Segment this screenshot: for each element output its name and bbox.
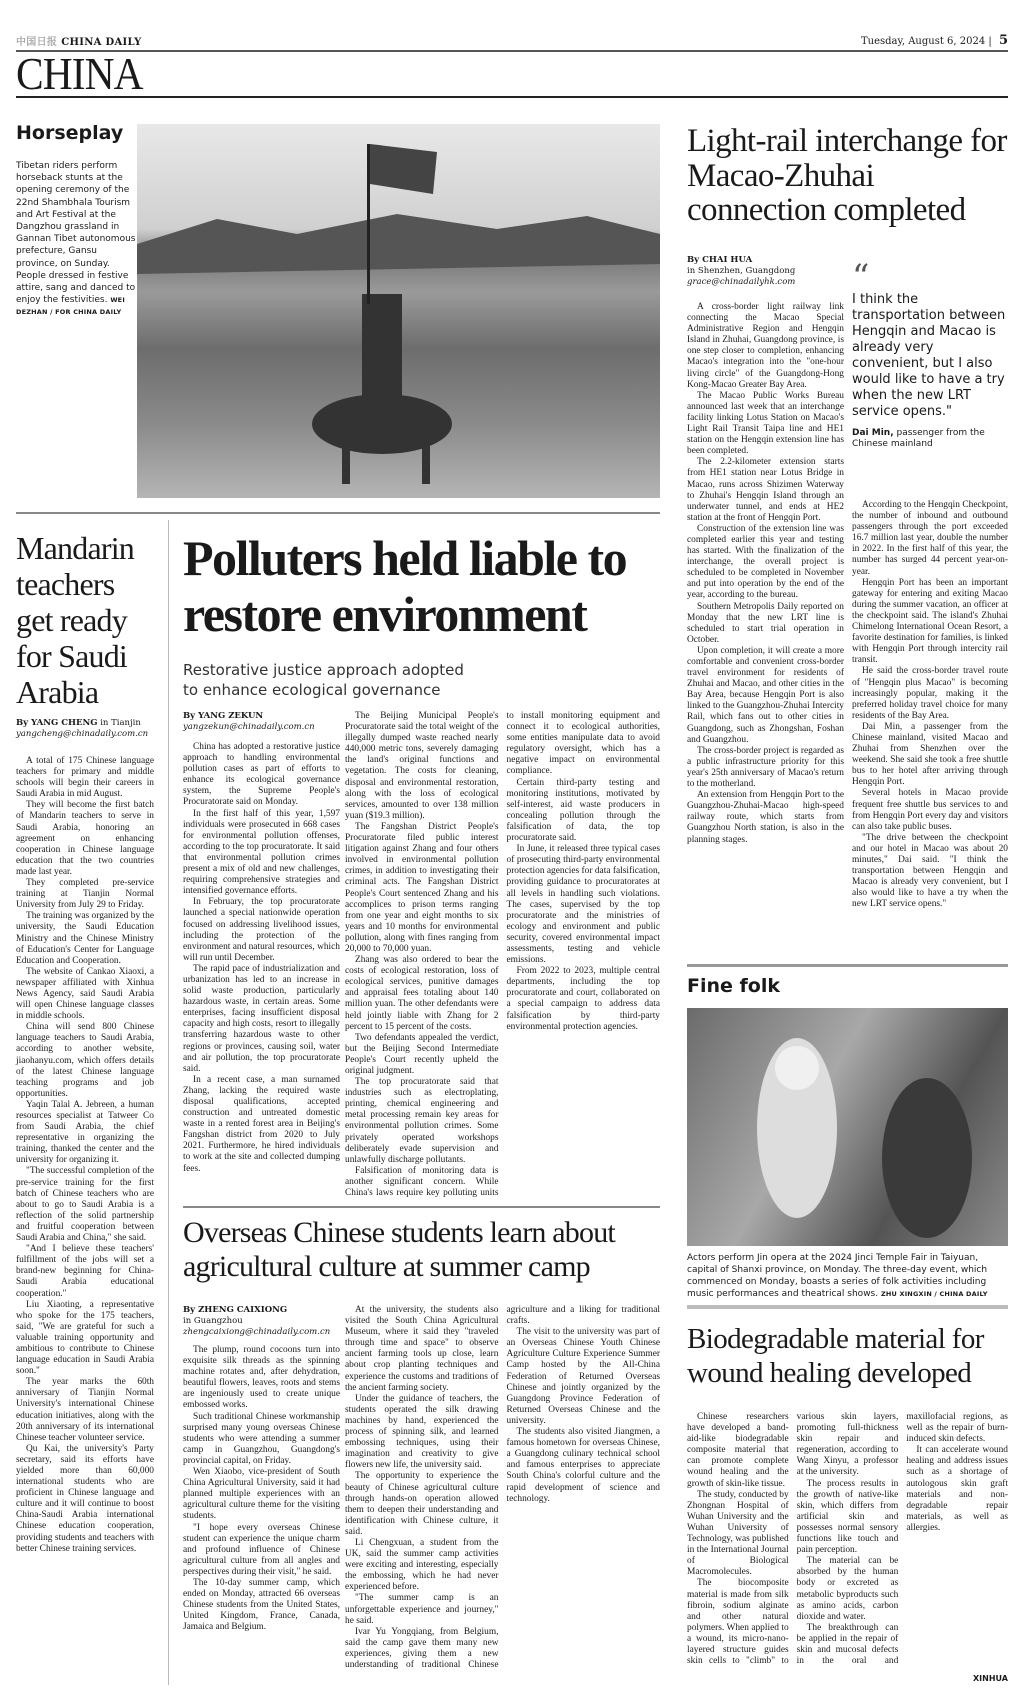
paragraph: They completed pre-service training at Tianjin Normal University from July 29 to Friday.: [16, 878, 154, 911]
paragraph: Falsification of monitoring data is another significant concern. While China's laws require key polluting units to install monitoring equipment and connect it to ecological authorities, some entities manipulate data to avoid regulatory oversight, which has a negative impact on environmental compliance.: [345, 711, 660, 1199]
overseas-body-col1: [183, 1345, 340, 1685]
paragraph: In June, it released three typical cases of prosecuting third-party environmental protection agencies for data falsification, providing guidance to procuratorates at all levels in handling such violations. The cases, supervised by the top procuratorate and the ministries of ecology and environment and public security, covered environmental impact assessments, testing and vehicle emissions.: [506, 844, 660, 966]
polluters-subhead: Restorative justice approach adopted to enhance ecological governance: [183, 661, 464, 699]
paragraph: The biocomposite material is made from silk fibroin, sodium alginate and other natural polymers. When applied to a wound, its micro-nano-layered structure guides skin cells to "climb" to various skin layers, promoting full-thickness skin repair and regeneration, according to Wang Xinyu, a professor at the university.: [687, 1412, 899, 1667]
paragraph: Upon completion, it will create a more comfortable and convenient cross-border travel environment for residents of Zhuhai and Macao, and other cities in the Bay Area, because Hengqin Port is also linked to the Guangzhou-Zhuhai Intercity Rail, which fans out to other cities in Guangdong, such as Zhongshan, Foshan and Guangzhou.: [687, 645, 844, 745]
paragraph: The plump, round cocoons turn into exquisite silk threads as the spinning machine rotates and, after dehydration, beautiful flowers, leaves, roots and stems are ingeniously used to create unique embossed works.: [183, 1345, 340, 1411]
paragraph: The Fangshan District People's Procuratorate filed public interest litigation against Zhang and four others involved in environmental pollution crimes, in addition to investigating their criminal acts. The Fangshan District People's Court sentenced Zhang and his accomplices to prison terms ranging from one year and eight months to six years and 10 months for environmental pollution, along with fines ranging from 20,000 to 70,000 yuan.: [345, 821, 499, 954]
overseas-byline: By ZHENG CAIXIONG in Guangzhou zhengcaixiong@chinadaily.com.cn: [183, 1305, 331, 1337]
paragraph: In a recent case, a man surnamed Zhang, lacking the required waste disposal qualifications, accepted construction and untreated domestic waste in a rented forest area in Beijing's Fangshan district from 2020 to July 2021. Furthermore, he hired individuals to work at the site and collected dumping fees.: [183, 1074, 340, 1174]
polluters-byline: By YANG ZEKUN yangzekun@chinadaily.com.cn: [183, 711, 315, 732]
divider: [687, 964, 1008, 967]
column-divider: [168, 520, 169, 1685]
paragraph: The Beijing Municipal People's Procuratorate said the total weight of the illegally dumped waste reached nearly 440,000 metric tons, severely damaging the land's original functions and vegetation. The costs for cleaning, disposal and environmental restoration, along with the loss of ecological services, amounted to over 138 million yuan ($19.3 million).: [345, 711, 499, 821]
paragraph: The process results in the growth of native-like skin, which differs from artificial skin and possesses normal sensory functions like touch and pain perception.: [796, 1478, 899, 1556]
paragraph: "And I believe these teachers' fulfillment of the jobs will set a brand-new beginning for China-Saudi Arabia educational cooperation.": [16, 1244, 154, 1299]
polluters-body-col1: [183, 742, 340, 1200]
quote-mark-icon: “: [852, 257, 870, 297]
paragraph: Ivar Yu Yongqiang, from Belgium, said the camp gave them many new experiences, giving them a new understanding of traditional Chinese agriculture and a liking for traditional crafts.: [345, 1305, 660, 1670]
paragraph: Li Chengxuan, a student from the UK, said the summer camp activities were exciting and interesting, especially the embossing, which he had never experienced before.: [345, 1537, 499, 1593]
horseplay-caption: Tibetan riders perform horseback stunts at the opening ceremony of the 22nd Shambhala Tourism and Art Festival at the Dangzhou grassland in Gannan Tibet autonomous prefecture, Gansu province, on Sunday. People dressed in festive attire, sang and danced to enjoy the festivities. WEI DEZHAN / FOR CHINA DAILY: [16, 161, 136, 317]
horseback-stunt-photo: [137, 124, 660, 498]
polluters-headline: Polluters held liable to restore environment: [183, 530, 627, 642]
paragraph: Southern Metropolis Daily reported on Monday that the new LRT line is scheduled to start trial operation in October.: [687, 601, 844, 645]
jin-opera-photo: [687, 1008, 1008, 1246]
finefolk-caption: Actors perform Jin opera at the 2024 Jinci Temple Fair in Taiyuan, capital of Shanxi province, on Monday. The three-day event, which commenced on Monday, boasts a series of folk activities including music performances and theatrical shows. ZHU XINGXIN / CHINA DAILY: [687, 1253, 988, 1299]
paragraph: The training was organized by the university, the Saudi Education Ministry and the Chinese Ministry of Education's Center for Language Education and Cooperation.: [16, 911, 154, 966]
author-email: yangcheng@chinadaily.com.cn: [16, 729, 149, 739]
paragraph: The Macao Public Works Bureau announced last week that an interchange facility linking Lotus Station on Macao's Light Rail Transit Taipa line and HE1 station on the Hengqin extension line has been completed.: [687, 390, 844, 457]
paragraph: Qu Kai, the university's Party secretary, said its efforts have yielded more than 60,000 international students who are proficient in Chinese language and culture and it will continue to boost China-Saudi Arabia international Chinese education cooperation, providing students and teachers with better Chinese training services.: [16, 1443, 154, 1554]
paragraph: The students also visited Jiangmen, a famous hometown for overseas Chinese, a Guangdong culinary technical school and famous enterprises to appreciate South China's colorful culture and the rapid development of science and technology.: [506, 1427, 660, 1504]
riders-illustration: [137, 124, 660, 498]
paragraph: At the university, the students also visited the South China Agricultural Museum, where it said they "traveled through time and space" to observe ancient farming tools up close, learn about crop planting techniques and experience the customs and traditions of the ancient farming society.: [345, 1305, 499, 1393]
paragraph: The study, conducted by Zhongnan Hospital of Wuhan University and the Wuhan University of Technology, was published in the International Journal of Biological Macromolecules.: [687, 1489, 789, 1578]
page-number: 5: [998, 32, 1008, 48]
divider: [16, 512, 660, 514]
paragraph: Certain third-party testing and monitoring institutions, motivated by self-interest, aid waste producers in concealing pollution through the falsification of data, the top procuratorate said.: [506, 777, 660, 844]
paragraph: Two defendants appealed the verdict, but the Beijing Second Intermediate People's Court recently upheld the original judgment.: [345, 1032, 499, 1076]
overseas-headline: Overseas Chinese students learn about agricultural culture at summer camp: [183, 1216, 615, 1283]
paragraph: Construction of the extension line was completed earlier this year and testing has started. With the finalization of the interchange, the overall project is scheduled to be completed in November and put into operation by the end of the year, according to the bureau.: [687, 523, 844, 601]
paragraph: It can accelerate wound healing and address issues such as a shortage of autologous skin graft materials and non-degradable repair materials, as well as allergies.: [906, 1445, 1008, 1533]
lightrail-body-col1: [687, 302, 844, 950]
issue-date: Tuesday, August 6, 2024: [861, 35, 986, 47]
lightrail-headline: Light-rail interchange for Macao-Zhuhai connection completed: [687, 123, 1007, 229]
paragraph: Such traditional Chinese workmanship surprised many young overseas Chinese students who were attending a summer camp in Guangzhou, Guangdong's provincial capital, on Friday.: [183, 1411, 340, 1466]
paragraph: A cross-border light railway link connecting the Macao Special Administrative Region and Hengqin Island in Zhuhai, Guangdong province, is one step closer to completion, enhancing Macao's integration into the "one-hour living circle" of the Guangdong-Hong Kong-Macao Greater Bay Area.: [687, 302, 844, 390]
overseas-body-col23: [345, 1305, 660, 1685]
paragraph: The visit to the university was part of an Overseas Chinese Youth Chinese Agriculture Culture Experience Summer Camp hosted by the All-China Federation of Returned Overseas Chinese and jointly organized by the Guangdong Province Federation of Returned Overseas Chinese and the university.: [506, 1327, 660, 1426]
biodegradable-credit: XINHUA: [973, 1674, 1008, 1683]
masthead: [16, 30, 1008, 52]
paragraph: Yaqin Talal A. Jebreen, a human resources specialist at Tatweer Co from Saudi Arabia, the chief representative in organizing the training, thanked the center and the university for organizing it.: [16, 1099, 154, 1166]
mandarin-body: [16, 756, 154, 1686]
paragraph: In February, the top procuratorate launched a special nationwide operation focused on addressing livelihood issues, including the protection of the environment and natural resources, which will run until December.: [183, 897, 340, 963]
paragraph: "The successful completion of the pre-service training for the first batch of Chinese teachers who are about to go to Saudi Arabia is a reflection of the solid partnership and fruitful cooperation between Saudi Arabia and China," she said.: [16, 1166, 154, 1244]
paragraph: In the first half of this year, 1,597 individuals were prosecuted in 668 cases for environmental pollution offenses, according to the top procuratorate. It said that environmental pollution crimes present a mix of old and new challenges, requiring comprehensive strategies and intensified governance efforts.: [183, 808, 340, 897]
paragraph: "I hope every overseas Chinese student can experience the unique charm and profound influence of Chinese agricultural culture from all angles and perspectives during their visit," he said.: [183, 1522, 340, 1577]
divider: [183, 1206, 660, 1208]
paragraph: China has adopted a restorative justice approach to handling environmental pollution cases as part of efforts to enhance its ecological governance system, the Supreme People's Procuratorate said on Monday.: [183, 742, 340, 808]
author-email: grace@chinadailyhk.com: [687, 277, 796, 287]
paragraph: The opportunity to experience the beauty of Chinese agricultural culture through hands-on operation allowed them to deepen their understanding and identification with Chinese culture, it said.: [345, 1471, 499, 1537]
pull-quote: “ I think the transportation between Hengqin and Macao is already very convenient, but I also would like to have a try when the new LRT service opens." Dai Min, passenger from the Chinese mainland: [852, 262, 1010, 450]
paragraph: "The drive between the checkpoint and our hotel in Macao was about 20 minutes," Dai said. "I think the transportation between Hengqin and Macao is already very convenient, but I also would like to have a try when the new LRT service opens.": [852, 832, 1008, 910]
paragraph: They will become the first batch of Mandarin teachers to serve in Saudi Arabia, honoring an agreement on enhancing cooperation in Chinese language education that the two countries made last year.: [16, 800, 154, 877]
paragraph: According to the Hengqin Checkpoint, the number of inbound and outbound passengers through the port exceeded 16.7 million last year, double the number in 2022. In the first half of this year, the number has surged 44 percent year-on-year.: [852, 500, 1008, 577]
author-email: zhengcaixiong@chinadaily.com.cn: [183, 1327, 331, 1337]
finefolk-title: Fine folk: [687, 975, 780, 997]
paragraph: The 2.2-kilometer extension starts from HE1 station near Lotus Bridge in Macao, runs across Shizimen Waterway to Zhuhai's Hengqin Island through an underwater tunnel, and ends at HE2 station at the front of Hengqin Port.: [687, 457, 844, 523]
polluters-body-col23: [345, 711, 660, 1200]
paragraph: Liu Xiaoting, a representative who spoke for the 175 teachers, said, "We are grateful for such a valuable training opportunity and ambitious to contribute to Chinese language education in Saudi Arabia soon.": [16, 1299, 154, 1377]
section-title: CHINA: [16, 50, 1008, 98]
divider: [687, 1305, 1008, 1309]
paragraph: Zhang was also ordered to bear the costs of ecological restoration, loss of ecological services, punitive damages and appraisal fees totaling about 140 million yuan. The other defendants were held jointly liable with Zhang for 2 percent to 15 percent of the costs.: [345, 955, 499, 1032]
paragraph: The top procuratorate said that industries such as electroplating, printing, chemical engineering and metal processing remain key areas for environmental pollution crimes. Some privately operated workshops deliberately evade supervision and unlawfully discharge pollutants.: [345, 1077, 499, 1165]
paragraph: An extension from Hengqin Port to the Guangzhou-Zhuhai-Macao high-speed railway route, which starts from Guangzhou North station, is also in the planning stages.: [687, 790, 844, 845]
lightrail-body-col2: [852, 500, 1008, 950]
paragraph: The rapid pace of industrialization and urbanization has led to an increase in solid waste production, particularly hazardous waste, in certain areas. Some enterprises, facing insufficient disposal capacity and high costs, resort to illegally transferring hazardous waste to other regions or provinces, causing soil, water and air pollution, the top procuratorate said.: [183, 963, 340, 1074]
biodegradable-body: [687, 1412, 1008, 1674]
paragraph: The breakthrough can be applied in the repair of skin and mucosal defects in the oral and maxillofacial regions, as well as the repair of burn-induced skin defects.: [796, 1412, 1008, 1667]
mandarin-headline: Mandarin teachers get ready for Saudi Arabia: [16, 530, 135, 710]
newspaper-logo: 中国日报 CHINA DAILY: [16, 36, 142, 48]
paragraph: The website of Cankao Xiaoxi, a newspaper affiliated with Xinhua News Agency, said Saudi Arabia will open Chinese language classes in middle schools.: [16, 966, 154, 1022]
lightrail-byline: By CHAI HUA in Shenzhen, Guangdong grace@chinadailyhk.com: [687, 255, 796, 287]
paragraph: Dai Min, a passenger from the Chinese mainland, visited Macao and Zhuhai from Shenzhen over the weekend. She said she took a free shuttle bus to her hotel after arriving through Hengqin Port.: [852, 721, 1008, 788]
paragraph: The year marks the 60th anniversary of Tianjin Normal University's international Chinese education initiatives, along with the 20th anniversary of its international Chinese teacher volunteer service.: [16, 1377, 154, 1443]
paragraph: "The summer camp is an unforgettable experience and journey," he said.: [345, 1593, 499, 1626]
author-email: yangzekun@chinadaily.com.cn: [183, 722, 315, 732]
paragraph: Under the guidance of teachers, the students operated the silk drawing machines by hand, experienced the process of spinning silk, and learned embossing techniques, using their imagination and creativity to give flowers new life, the university said.: [345, 1393, 499, 1471]
paragraph: Wen Xiaobo, vice-president of South China Agricultural University, said it had planned multiple experiences with an agricultural culture theme for the visiting students.: [183, 1467, 340, 1522]
paragraph: He said the cross-border travel route of "Hengqin plus Macao" is becoming increasingly popular, making it the preferred holiday travel choice for many residents of the Bay Area.: [852, 666, 1008, 721]
paragraph: Hengqin Port has been an important gateway for entering and exiting Macao during the summer vacation, an officer at the checkpoint said. The island's Zhuhai Chimelong International Ocean Resort, a favorite destination for families, is linked with Hengqin Port through intercity rail transit.: [852, 577, 1008, 666]
paragraph: Several hotels in Macao provide frequent free shuttle bus services to and from Hengqin Port every day and visitors can also take public buses.: [852, 788, 1008, 832]
actors-illustration: [687, 1008, 1008, 1246]
paragraph: The cross-border project is regarded as a public infrastructure priority for this year's 25th anniversary of Macao's return to the motherland.: [687, 745, 844, 790]
biodegradable-headline: Biodegradable material for wound healing developed: [687, 1323, 984, 1389]
paragraph: The material can be absorbed by the human body or excreted as metabolic byproducts such as amino acids, carbon dioxide and water.: [796, 1556, 899, 1622]
paragraph: The 10-day summer camp, which ended on Monday, attracted 66 overseas Chinese students from the United States, United Kingdom, France, Canada, Jamaica and Belgium.: [183, 1577, 340, 1633]
horseplay-title: Horseplay: [16, 122, 124, 144]
mandarin-byline: By YANG CHENG in Tianjin yangcheng@chinadaily.com.cn: [16, 718, 149, 739]
paragraph: A total of 175 Chinese language teachers for primary and middle schools will begin their careers in Saudi Arabia in mid August.: [16, 756, 154, 800]
paragraph: From 2022 to 2023, multiple central departments, including the top procuratorate and court, collaborated on a special campaign to address data falsification by third-party environmental protection agencies.: [506, 966, 660, 1032]
paragraph: China will send 800 Chinese language teachers to Saudi Arabia, according to another website, jiaohanyu.com, which offers details of the latest Chinese language teaching programs and job opportunities.: [16, 1022, 154, 1099]
paragraph: Chinese researchers have developed a band-aid-like biodegradable composite material that can promote complete wound healing and the growth of skin-like tissue.: [687, 1412, 789, 1489]
issue-info: Tuesday, August 6, 2024 | 5: [861, 32, 1008, 48]
